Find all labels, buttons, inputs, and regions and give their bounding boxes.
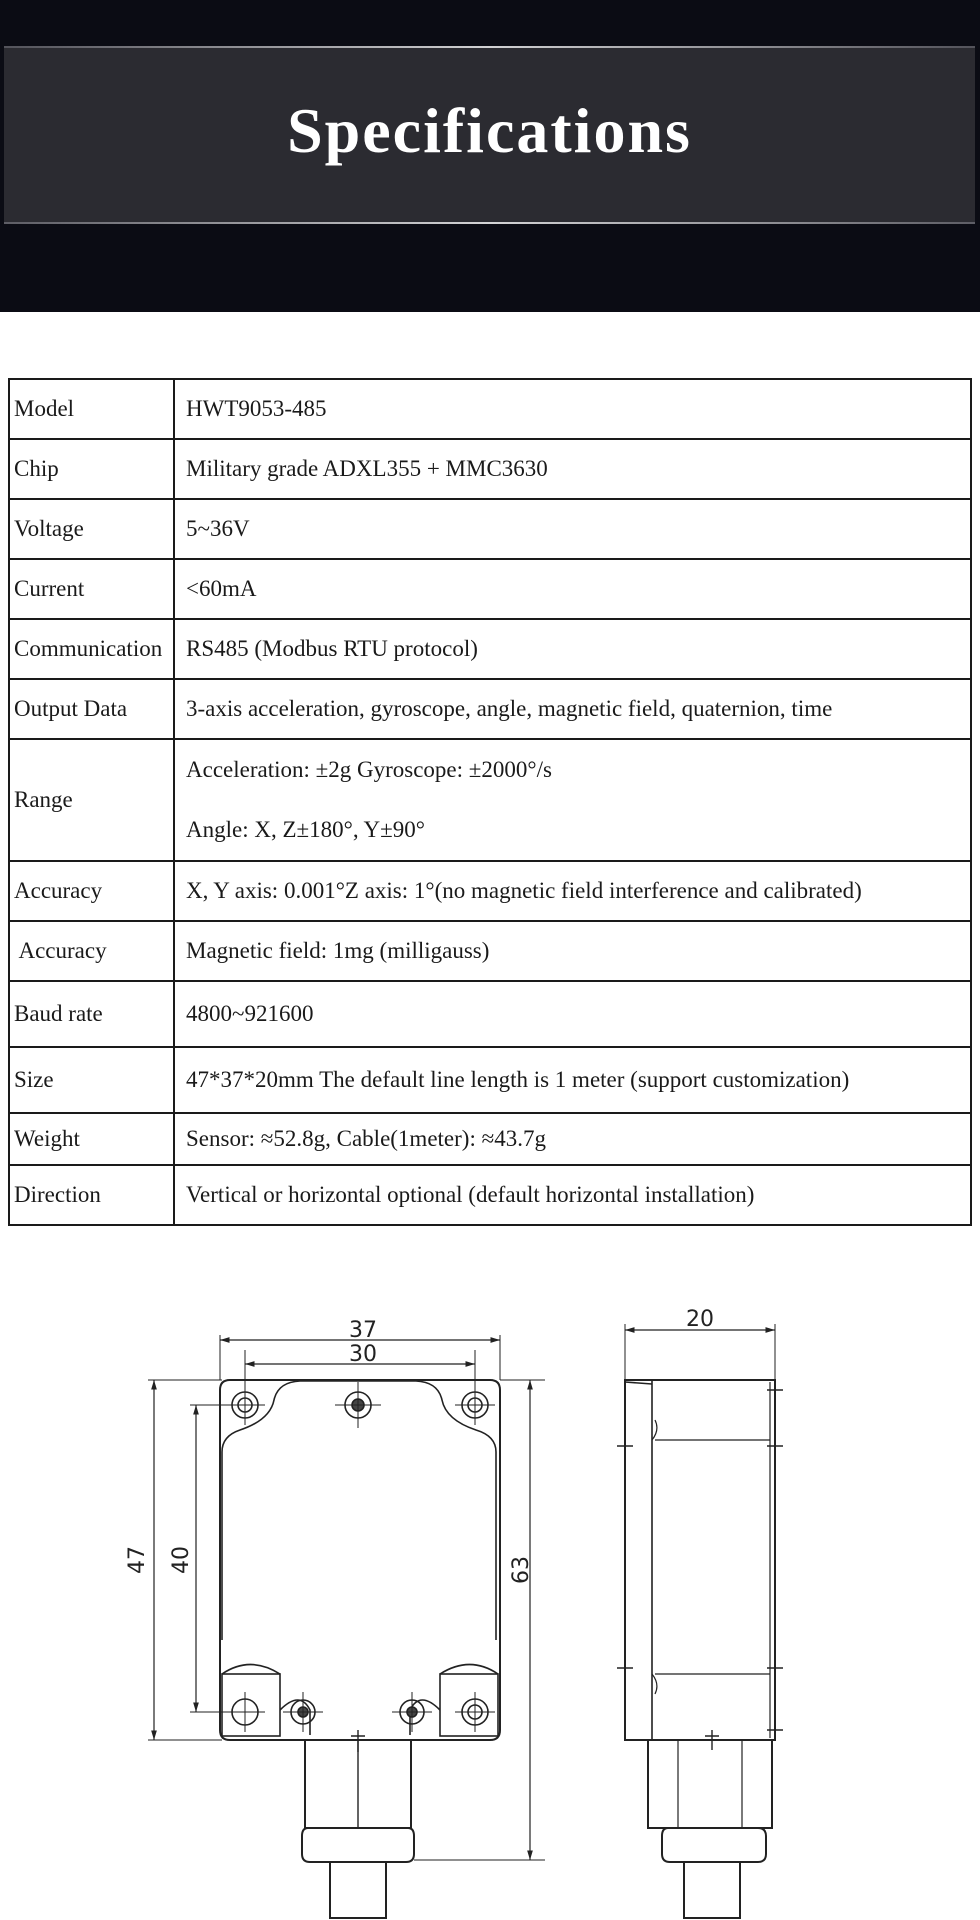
spec-key: Chip	[9, 439, 174, 499]
spec-key: Accuracy	[9, 921, 174, 981]
page-title: Specifications	[287, 95, 692, 166]
spec-key: Direction	[9, 1165, 174, 1225]
dim-height-total: 63	[509, 1556, 534, 1584]
spec-key: Size	[9, 1047, 174, 1113]
table-row	[9, 679, 971, 739]
table-row	[9, 1165, 971, 1225]
range-line-1: Acceleration: ±2g Gyroscope: ±2000°/s	[186, 757, 552, 782]
spec-value: Sensor: ≈52.8g, Cable(1meter): ≈43.7g	[174, 1113, 971, 1165]
spec-value: Vertical or horizontal optional (default horizontal installation)	[174, 1165, 971, 1225]
spec-key: Output Data	[9, 679, 174, 739]
dim-height-holes: 40	[169, 1546, 194, 1574]
table-row	[9, 921, 971, 981]
banner-highlight-top	[4, 46, 975, 48]
banner-highlight-bottom	[4, 222, 975, 224]
table-row	[9, 1047, 971, 1113]
dim-height-body: 47	[125, 1546, 150, 1574]
spec-value: 5~36V	[174, 499, 971, 559]
spec-value: Military grade ADXL355 + MMC3630	[174, 439, 971, 499]
range-line-2: Angle: X, Z±180°, Y±90°	[186, 817, 425, 842]
table-row	[9, 499, 971, 559]
spec-table	[8, 378, 972, 1226]
table-row	[9, 559, 971, 619]
spec-key: Voltage	[9, 499, 174, 559]
spec-value	[174, 739, 971, 861]
spec-value: RS485 (Modbus RTU protocol)	[174, 619, 971, 679]
dim-width-outer: 37	[349, 1318, 377, 1343]
front-view	[148, 1335, 545, 1918]
spec-value: 3-axis acceleration, gyroscope, angle, magnetic field, quaternion, time	[174, 679, 971, 739]
side-view	[617, 1324, 783, 1918]
spec-key: Weight	[9, 1113, 174, 1165]
table-row	[9, 981, 971, 1047]
spec-key: Accuracy	[9, 861, 174, 921]
header	[0, 0, 980, 312]
spec-value: HWT9053-485	[174, 379, 971, 439]
spec-value: Magnetic field: 1mg (milligauss)	[174, 921, 971, 981]
spec-value: <60mA	[174, 559, 971, 619]
dim-depth: 20	[686, 1307, 714, 1332]
spec-value: X, Y axis: 0.001°Z axis: 1°(no magnetic field interference and calibrated)	[174, 861, 971, 921]
spec-key: Current	[9, 559, 174, 619]
spec-key: Range	[9, 739, 174, 861]
table-row	[9, 619, 971, 679]
spec-key: Model	[9, 379, 174, 439]
table-row	[9, 439, 971, 499]
spec-key: Communication	[9, 619, 174, 679]
title-banner	[4, 46, 975, 224]
spec-value: 4800~921600	[174, 981, 971, 1047]
dim-width-holes: 30	[349, 1342, 377, 1367]
table-row	[9, 739, 971, 861]
dimension-drawing	[0, 1240, 980, 1920]
spec-value: 47*37*20mm The default line length is 1 meter (support customization)	[174, 1047, 971, 1113]
table-row	[9, 379, 971, 439]
table-row	[9, 861, 971, 921]
table-row	[9, 1113, 971, 1165]
spec-key: Baud rate	[9, 981, 174, 1047]
